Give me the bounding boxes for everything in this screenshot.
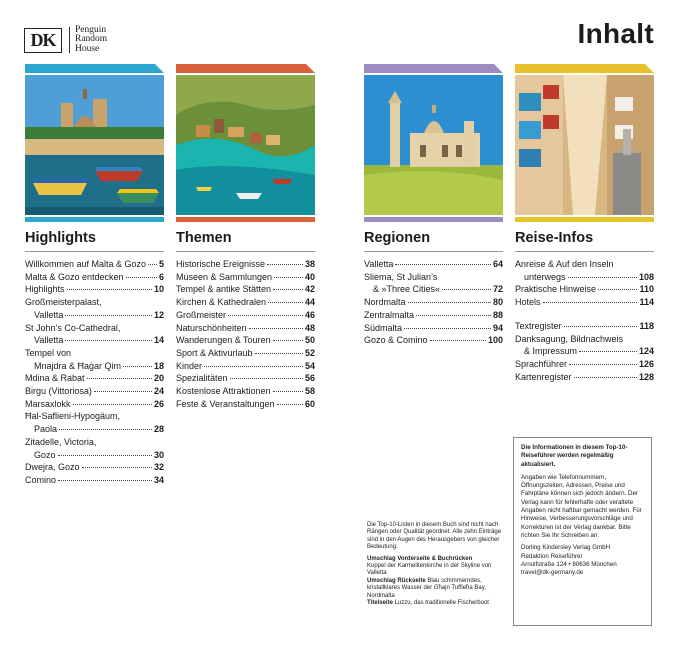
dot-leader [273,391,303,392]
dot-leader [273,289,303,290]
dot-leader [574,377,637,378]
toc-entry-row [364,258,503,271]
toc-entry-row [364,309,503,322]
dot-leader [274,277,303,278]
caption-label: Umschlag Rückseite [367,577,426,584]
toc-list [176,258,315,410]
toc-entry-row [176,322,315,335]
street-photo [515,75,654,215]
toc-entry-row [25,309,164,322]
toc-entry-row [515,320,654,333]
toc-page-number: 118 [639,320,654,331]
toc-entry-row [25,334,164,347]
toc-entry-row [364,334,503,347]
toc-entry[interactable] [515,258,654,283]
caption-label: Umschlag Vorderseite & Buchrücken [367,555,473,562]
section-color-tab [176,64,315,73]
toc-page-number: 64 [492,259,503,269]
toc-entry-title: Zitadelle, Victoria, [25,436,97,447]
toc-entry-row [515,296,654,309]
dot-leader [65,315,152,316]
section-color-bar [25,217,164,222]
toc-entry-title: Sliema, St Julian’s [364,271,438,282]
toc-entry[interactable] [25,461,164,474]
toc-entry[interactable] [25,385,164,398]
toc-entry-row [176,347,315,360]
bay-photo [176,75,315,215]
section-heading: Reise-Infos [515,230,594,246]
toc-entry-title: Gozo [34,449,56,460]
heading-divider [176,251,315,252]
page-title: Inhalt [577,18,654,49]
toc-entry-title: Tempel von [25,347,72,358]
toc-entry-row [176,360,315,373]
toc-page-number: 40 [304,271,315,282]
toc-entry[interactable] [25,398,164,411]
dot-leader [204,366,303,367]
toc-entry-title: Wanderungen & Touren [176,335,271,346]
dot-leader [277,404,303,405]
toc-page-number: 124 [638,346,654,357]
publisher-line: House [75,43,100,54]
publisher-line: Penguin [75,24,107,35]
toc-page-number: 24 [153,386,164,397]
caption-text: Luzzu, das traditionelle Fischerboot [394,600,489,607]
toc-entry[interactable] [25,296,164,321]
cover-caption [367,600,507,607]
toc-entry-title: Mnajdra & Ħaġar Qim [34,360,122,371]
cover-caption [367,556,507,578]
toc-entry[interactable] [25,474,164,487]
toc-entry[interactable] [364,271,503,296]
toc-entry-title: Nordmalta [364,297,406,308]
contact-email[interactable]: travel@dk-germany.de [521,569,584,577]
toc-entry[interactable] [515,296,654,309]
toc-entry-title: Historische Ereignisse [176,259,266,269]
publisher-line: Random [75,34,108,45]
harbour-photo [25,75,164,215]
caption-label: Titelseite [367,600,393,607]
toc-entry-title: Hotels [515,297,541,308]
toc-entry-row [515,371,654,384]
toc-list [25,258,164,487]
dot-leader [564,326,638,327]
toc-entry-row [176,372,315,385]
toc-page-number: 38 [304,259,315,269]
toc-entry-row [25,449,164,462]
toc-page-number: 32 [153,462,164,473]
toc-entry[interactable] [515,358,654,371]
toc-entry[interactable] [25,271,164,284]
info-lead: Die Informationen in diesem Top-10-Reiseführer werden regelmäßig aktualisiert. [521,444,628,468]
toc-entry-title: Anreise & Auf den Inseln [515,259,614,269]
toc-entry-row [364,283,503,296]
toc-entry-title: Sprachführer [515,358,568,369]
toc-entry[interactable] [176,322,315,335]
toc-entry-title: Kostenlose Attraktionen [176,386,271,397]
toc-entry-row [25,423,164,436]
toc-entry[interactable] [364,309,503,322]
toc-entry-title: Großmeister [176,309,227,320]
toc-entry-row [364,322,503,335]
toc-entry-title: Valletta [34,309,64,320]
toc-entry[interactable] [25,283,164,296]
toc-page-number: 114 [639,297,654,308]
toc-entry-row [515,358,654,371]
toc-entry[interactable] [515,320,654,333]
heading-divider [515,251,654,252]
toc-entry-row [176,283,315,296]
dot-leader [87,378,152,379]
basilica-photo [364,75,503,215]
toc-entry[interactable] [25,436,164,461]
toc-entry-row [176,398,315,411]
dot-leader [267,264,303,265]
toc-page-number: 42 [304,284,315,295]
toc-spacer [515,309,654,320]
logo-divider [69,27,70,53]
toc-entry-row [364,296,503,309]
toc-entry-row [176,385,315,398]
toc-entry-title: Birgu (Vittoriosa) [25,386,92,397]
toc-page-number: 28 [153,424,164,435]
dot-leader [579,351,637,352]
dot-leader [598,289,637,290]
dot-leader [148,264,157,265]
toc-entry-row [176,309,315,322]
publisher-logo [24,26,107,54]
toc-entry-row [176,271,315,284]
toc-entry[interactable] [176,296,315,309]
toc-entry-title: Marsaxlokk [25,398,71,409]
address-line: Redaktion Reiseführer [521,552,583,560]
section-color-bar [515,217,654,222]
toc-entry-title: Ħal-Saflieni-Hypogäum, [25,411,121,422]
toc-page-number: 80 [492,297,503,308]
section-color-bar [176,217,315,222]
dot-leader [568,277,637,278]
toc-page-number: 52 [304,347,315,358]
dot-leader [273,340,303,341]
section-heading: Highlights [25,230,96,246]
dot-leader [230,378,303,379]
dot-leader [228,315,303,316]
heading-divider [25,251,164,252]
toc-entry-title: St John’s Co-Cathedral, [25,322,121,333]
toc-page-number: 50 [304,335,315,346]
update-info-box [513,437,652,626]
toc-page-number: 54 [304,360,315,371]
toc-page-number: 20 [153,373,164,384]
toc-entry-row [25,385,164,398]
toc-page-number: 60 [304,398,315,409]
info-body: Angaben wie Telefonnummern, Öffnungszeiten, Adressen, Preise und Fahrpläne können sich jedoch ändern. Der Verlag kann für fehlerhafte oder veraltete Angaben nicht haftbar gemacht werden. Für Hinweise, Verbesserungsvorschläge und Korrekturen ist der Verlag dankbar. Bitte richten Sie Ihr Schreiben an: [521,473,642,539]
toc-entry-title: Feste & Veranstaltungen [176,398,275,409]
section-color-tab [25,64,164,73]
toc-entry[interactable] [25,410,164,435]
toc-entry-title: Museen & Sammlungen [176,271,273,282]
toc-entry-row [25,372,164,385]
toc-entry-title: Danksagung, Bildnachweis [515,333,624,344]
dot-leader [442,289,491,290]
toc-page-number: 72 [492,284,503,295]
toc-list [515,258,654,383]
toc-entry-title: Kirchen & Kathedralen [176,297,267,308]
toc-entry[interactable] [364,322,503,335]
section-regionen [364,64,503,347]
toc-entry-title: Textregister [515,320,562,331]
toc-entry[interactable] [515,333,654,358]
cover-caption [367,578,507,600]
dot-leader [249,328,303,329]
address-line: Dorling Kindersley Verlag GmbH [521,544,611,552]
dot-leader [67,289,152,290]
dot-leader [569,364,637,365]
toc-page-number: 48 [304,322,315,333]
dot-leader [408,302,491,303]
dot-leader [59,429,152,430]
toc-page-number: 44 [304,297,315,308]
toc-entry-title: & Impressum [524,346,578,357]
dot-leader [543,302,638,303]
toc-entry-title: Valletta [364,259,394,269]
dot-leader [255,353,303,354]
toc-page-number: 128 [638,371,654,382]
toc-entry[interactable] [176,360,315,373]
section-color-tab [364,64,503,73]
toc-entry-row [176,296,315,309]
toc-entry-row [25,360,164,373]
toc-page-number: 46 [304,309,315,320]
toc-page-number: 14 [153,335,164,346]
top10-note: Die Top-10-Listen in diesem Buch sind nicht nach Rängen oder Qualität geordnet. Alle zehn Einträge sind in den Augen des Herausgebers von gleicher Bedeutung. [367,522,502,551]
heading-divider [364,251,503,252]
toc-entry-title: Zentralmalta [364,309,415,320]
toc-page-number: 88 [492,309,503,320]
toc-entry[interactable] [176,372,315,385]
toc-entry-title: Malta & Gozo entdecken [25,271,124,282]
section-color-tab [515,64,654,73]
toc-entry[interactable] [176,283,315,296]
toc-entry[interactable] [176,398,315,411]
toc-entry[interactable] [176,258,315,271]
toc-page-number: 100 [487,335,503,346]
toc-entry-title: Gozo & Comino [364,335,428,346]
dot-leader [65,340,152,341]
toc-entry-row [25,474,164,487]
dot-leader [416,315,491,316]
toc-entry-title: Naturschönheiten [176,322,247,333]
toc-entry[interactable] [176,271,315,284]
editorial-note [367,522,507,607]
toc-page-number: 18 [153,360,164,371]
toc-page-number: 56 [304,373,315,384]
toc-entry-row [25,271,164,284]
section-themen [176,64,315,410]
dot-leader [58,455,152,456]
toc-entry-title: Südmalta [364,322,403,333]
toc-entry-title: & »Three Cities« [373,284,441,295]
toc-entry-title: Dwejra, Gozo [25,462,80,473]
section-heading: Themen [176,230,232,246]
toc-page-number: 108 [638,271,654,282]
toc-entry-row [25,398,164,411]
toc-entry[interactable] [25,322,164,347]
caption-text: Blau schimmerndes, kristallklares Wasser der Għajn Tuffieħa Bay, Nordmalta [367,577,486,599]
toc-page-number: 10 [153,284,164,295]
toc-entry-title: Mdina & Rabat [25,373,85,384]
dot-leader [404,328,491,329]
toc-entry[interactable] [176,334,315,347]
caption-text: Kuppel der Karmelitenkirche in der Skyline von Valletta [367,563,492,577]
toc-entry-title: Highlights [25,284,65,295]
section-heading: Regionen [364,230,431,246]
toc-page-number: 110 [639,284,654,295]
dot-leader [430,340,486,341]
toc-page-number: 5 [158,259,164,269]
dot-leader [126,277,157,278]
toc-page-number: 30 [153,449,164,460]
toc-entry[interactable] [25,347,164,372]
toc-entry[interactable] [364,258,503,271]
toc-entry-row [25,283,164,296]
toc-entry[interactable] [25,258,164,271]
dot-leader [268,302,303,303]
toc-entry-row [515,345,654,358]
toc-entry-title: Valletta [34,335,64,346]
toc-entry[interactable] [25,372,164,385]
toc-entry[interactable] [176,385,315,398]
dot-leader [58,480,152,481]
toc-entry-row [176,258,315,271]
toc-entry-title: Praktische Hinweise [515,284,597,295]
toc-entry-title: Sport & Aktivurlaub [176,347,253,358]
toc-page-number: 126 [638,358,654,369]
toc-entry[interactable] [176,347,315,360]
toc-entry-title: Tempel & antike Stätten [176,284,272,295]
dk-logo-mark: DK [24,28,62,53]
toc-entry-row [515,283,654,296]
toc-entry-row [176,334,315,347]
toc-page-number: 94 [492,322,503,333]
dot-leader [82,467,152,468]
toc-page-number: 26 [153,398,164,409]
toc-page-number: 34 [153,474,164,485]
section-highlights [25,64,164,487]
toc-entry-title: Spezialitäten [176,373,228,384]
section-color-bar [364,217,503,222]
toc-page-number: 12 [153,309,164,320]
dot-leader [73,404,152,405]
toc-entry[interactable] [176,309,315,322]
publisher-name [75,26,107,55]
toc-entry-row [25,461,164,474]
toc-entry-row [515,271,654,284]
address-line: Arnulfstraße 124 • 80636 München [521,560,617,568]
toc-page-number: 6 [158,271,164,282]
toc-entry-title: Willkommen auf Malta & Gozo [25,259,147,269]
toc-entry[interactable] [515,283,654,296]
dot-leader [94,391,152,392]
toc-entry[interactable] [364,296,503,309]
toc-entry-title: Großmeisterpalast, [25,297,102,308]
toc-entry[interactable] [515,371,654,384]
section-reise-infos [515,64,654,383]
toc-entry-title: Kinder [176,360,203,371]
toc-entry-row [25,258,164,271]
toc-entry[interactable] [364,334,503,347]
dot-leader [395,264,491,265]
toc-page-number: 58 [304,386,315,397]
toc-entry-title: Kartenregister [515,371,572,382]
toc-entry-title: unterwegs [524,271,566,282]
toc-list [364,258,503,347]
toc-entry-title: Paola [34,424,58,435]
dot-leader [123,366,152,367]
toc-entry-title: Comino [25,474,57,485]
